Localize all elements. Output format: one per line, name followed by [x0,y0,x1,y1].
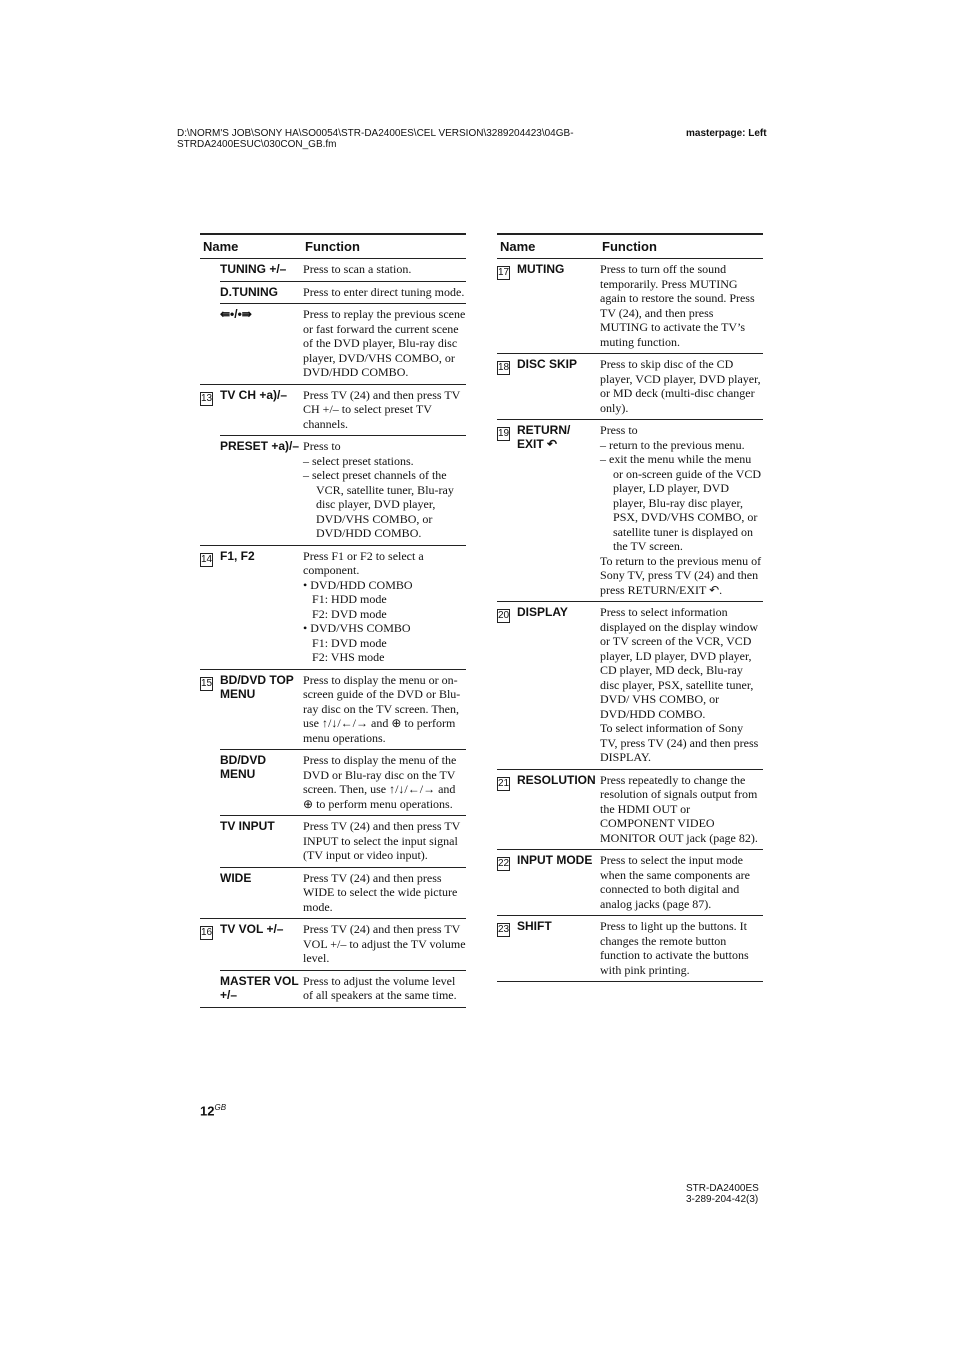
table-row [200,545,466,669]
button-function: Press to – return to the previous menu. – exit the menu while the menu or on-screen guide of the VCD player, LD player, DVD player, Blu-ray disc player, PSX, DVD/VHS COMBO, or satellite tuner is displayed on the TV screen. To return to the previous menu of Sony TV, press TV (24) and then press RETURN/EXIT ↶. [599,420,763,602]
button-name: RESOLUTION [517,769,599,850]
file-path-line1: D:\NORM'S JOB\SONY HA\SO0054\STR-DA2400ES\CEL VERSION\3289204423\04GB- [177,128,574,139]
button-function: Press F1 or F2 to select a component. • DVD/HDD COMBO F1: HDD mode F2: DVD mode • DVD/VHS COMBO F1: DVD mode F2: VHS mode [302,545,466,669]
table-row [200,436,466,546]
button-function: Press repeatedly to change the resolution of signals output from the HDMI OUT or COMPONENT VIDEO MONITOR OUT jack (page 82). [599,769,763,850]
table-header-row [200,234,466,259]
callout-number: 13 [201,392,213,404]
callout-number: 20 [498,610,510,621]
table-row [200,669,466,750]
table-header-row [497,234,763,259]
button-name: BD/DVD MENU [220,750,302,816]
button-name: TV VOL +/– [220,919,302,971]
button-name: F1, F2 [220,545,302,669]
masterpage-label: masterpage: Left [686,128,767,139]
table-row [200,259,466,282]
table-row [497,916,763,982]
button-name: MASTER VOL +/– [220,970,302,1007]
footer-code: 3-289-204-42(3) [686,1194,759,1205]
button-name: INPUT MODE [517,850,599,916]
callout-number: 15 [201,677,213,689]
table-row [497,769,763,850]
button-function: Press to select information displayed on the display window or TV screen of the VCR, VCD player, LD player, DVD player, CD player, MD deck, Blu-ray disc player, PSX, satellite tuner, DVD/ VHS COMBO, or DVD/HDD COMBO. To select information of Sony TV, press TV (24) and then press DISPLAY. [599,602,763,770]
button-name: DISC SKIP [517,354,599,420]
button-name: SHIFT [517,916,599,982]
button-name: RETURN/ EXIT ↶ [517,420,599,602]
button-name: PRESET +a)/– [220,436,302,546]
table-row [200,281,466,304]
button-function: Press to skip disc of the CD player, VCD player, DVD player, or MD deck (multi-disc changer only). [599,354,763,420]
function-column-header: Function [599,234,763,259]
button-function: Press TV (24) and then press TV VOL +/– to adjust the TV volume level. [302,919,466,971]
button-function: Press to display the menu of the DVD or Blu-ray disc on the TV screen. Then, use ↑/↓/←/→ and ⊕ to perform menu operations. [302,750,466,816]
button-function: Press TV (24) and then press WIDE to select the wide picture mode. [302,867,466,919]
button-function: Press to replay the previous scene or fast forward the current scene of the DVD player, Blu-ray disc player, DVD/VHS COMBO, or DVD/HDD COMBO. [302,304,466,385]
button-function: Press to select the input mode when the same components are connected to both digital and analog jacks (page 87). [599,850,763,916]
button-function: Press TV (24) and then press TV CH +/– to select preset TV channels. [302,384,466,436]
button-name: BD/DVD TOP MENU [220,669,302,750]
button-name: DISPLAY [517,602,599,770]
callout-number: 18 [498,362,510,373]
name-column-header: Name [200,234,302,259]
button-function: Press TV (24) and then press TV INPUT to select the input signal (TV input or video input). [302,816,466,868]
button-function: Press to light up the buttons. It changes the remote button function to activate the buttons with pink printing. [599,916,763,982]
callout-number: 14 [201,553,213,565]
table-row [200,304,466,385]
button-function: Press to – select preset stations. – select preset channels of the VCR, satellite tuner, Blu-ray disc player, DVD player, DVD/VHS COMBO, or DVD/HDD COMBO. [302,436,466,546]
table-row [497,420,763,602]
table-row [497,259,763,354]
function-column-header: Function [302,234,466,259]
button-function: Press to display the menu or on-screen guide of the DVD or Blu-ray disc on the TV screen. Then, use ↑/↓/←/→ and ⊕ to perform menu operations. [302,669,466,750]
callout-number: 22 [498,858,510,869]
callout-number: 19 [498,428,510,439]
callout-number: 23 [498,924,510,935]
right-column [497,233,763,982]
left-column [200,233,466,1008]
page-number: $12^{GB}$ [200,1103,227,1119]
table-row [497,354,763,420]
button-name: MUTING [517,259,599,354]
callout-number: 16 [201,927,213,938]
file-path-header [177,128,647,150]
button-name: TUNING +/– [220,259,302,282]
callout-number: 21 [498,777,510,789]
table-row [497,602,763,770]
button-function: Press to enter direct tuning mode. [302,281,466,304]
footer-model: STR-DA2400ES [686,1183,759,1194]
page-number-suffix: GB [214,1103,227,1112]
button-function: Press to scan a station. [302,259,466,282]
callout-number: 17 [498,267,510,278]
replay-advance-icon: ⇚•/•⇛ [220,304,302,385]
table-row [200,919,466,971]
button-function: Press to turn off the sound temporarily. Press MUTING again to restore the sound. Press TV (24), and then press MUTING to activate the TV’s muting function. [599,259,763,354]
right-function-table [497,233,763,982]
table-row [200,750,466,816]
table-row [200,816,466,868]
button-function: Press to adjust the volume level of all speakers at the same time. [302,970,466,1007]
name-column-header: Name [497,234,599,259]
table-row [497,850,763,916]
button-name: TV CH +a)/– [220,384,302,436]
button-name: WIDE [220,867,302,919]
table-row [200,384,466,436]
button-name: D.TUNING [220,281,302,304]
file-path-line2: STRDA2400ESUC\030CON_GB.fm [177,139,337,150]
table-row [200,970,466,1007]
button-name: TV INPUT [220,816,302,868]
table-row [200,867,466,919]
left-function-table [200,233,466,1008]
